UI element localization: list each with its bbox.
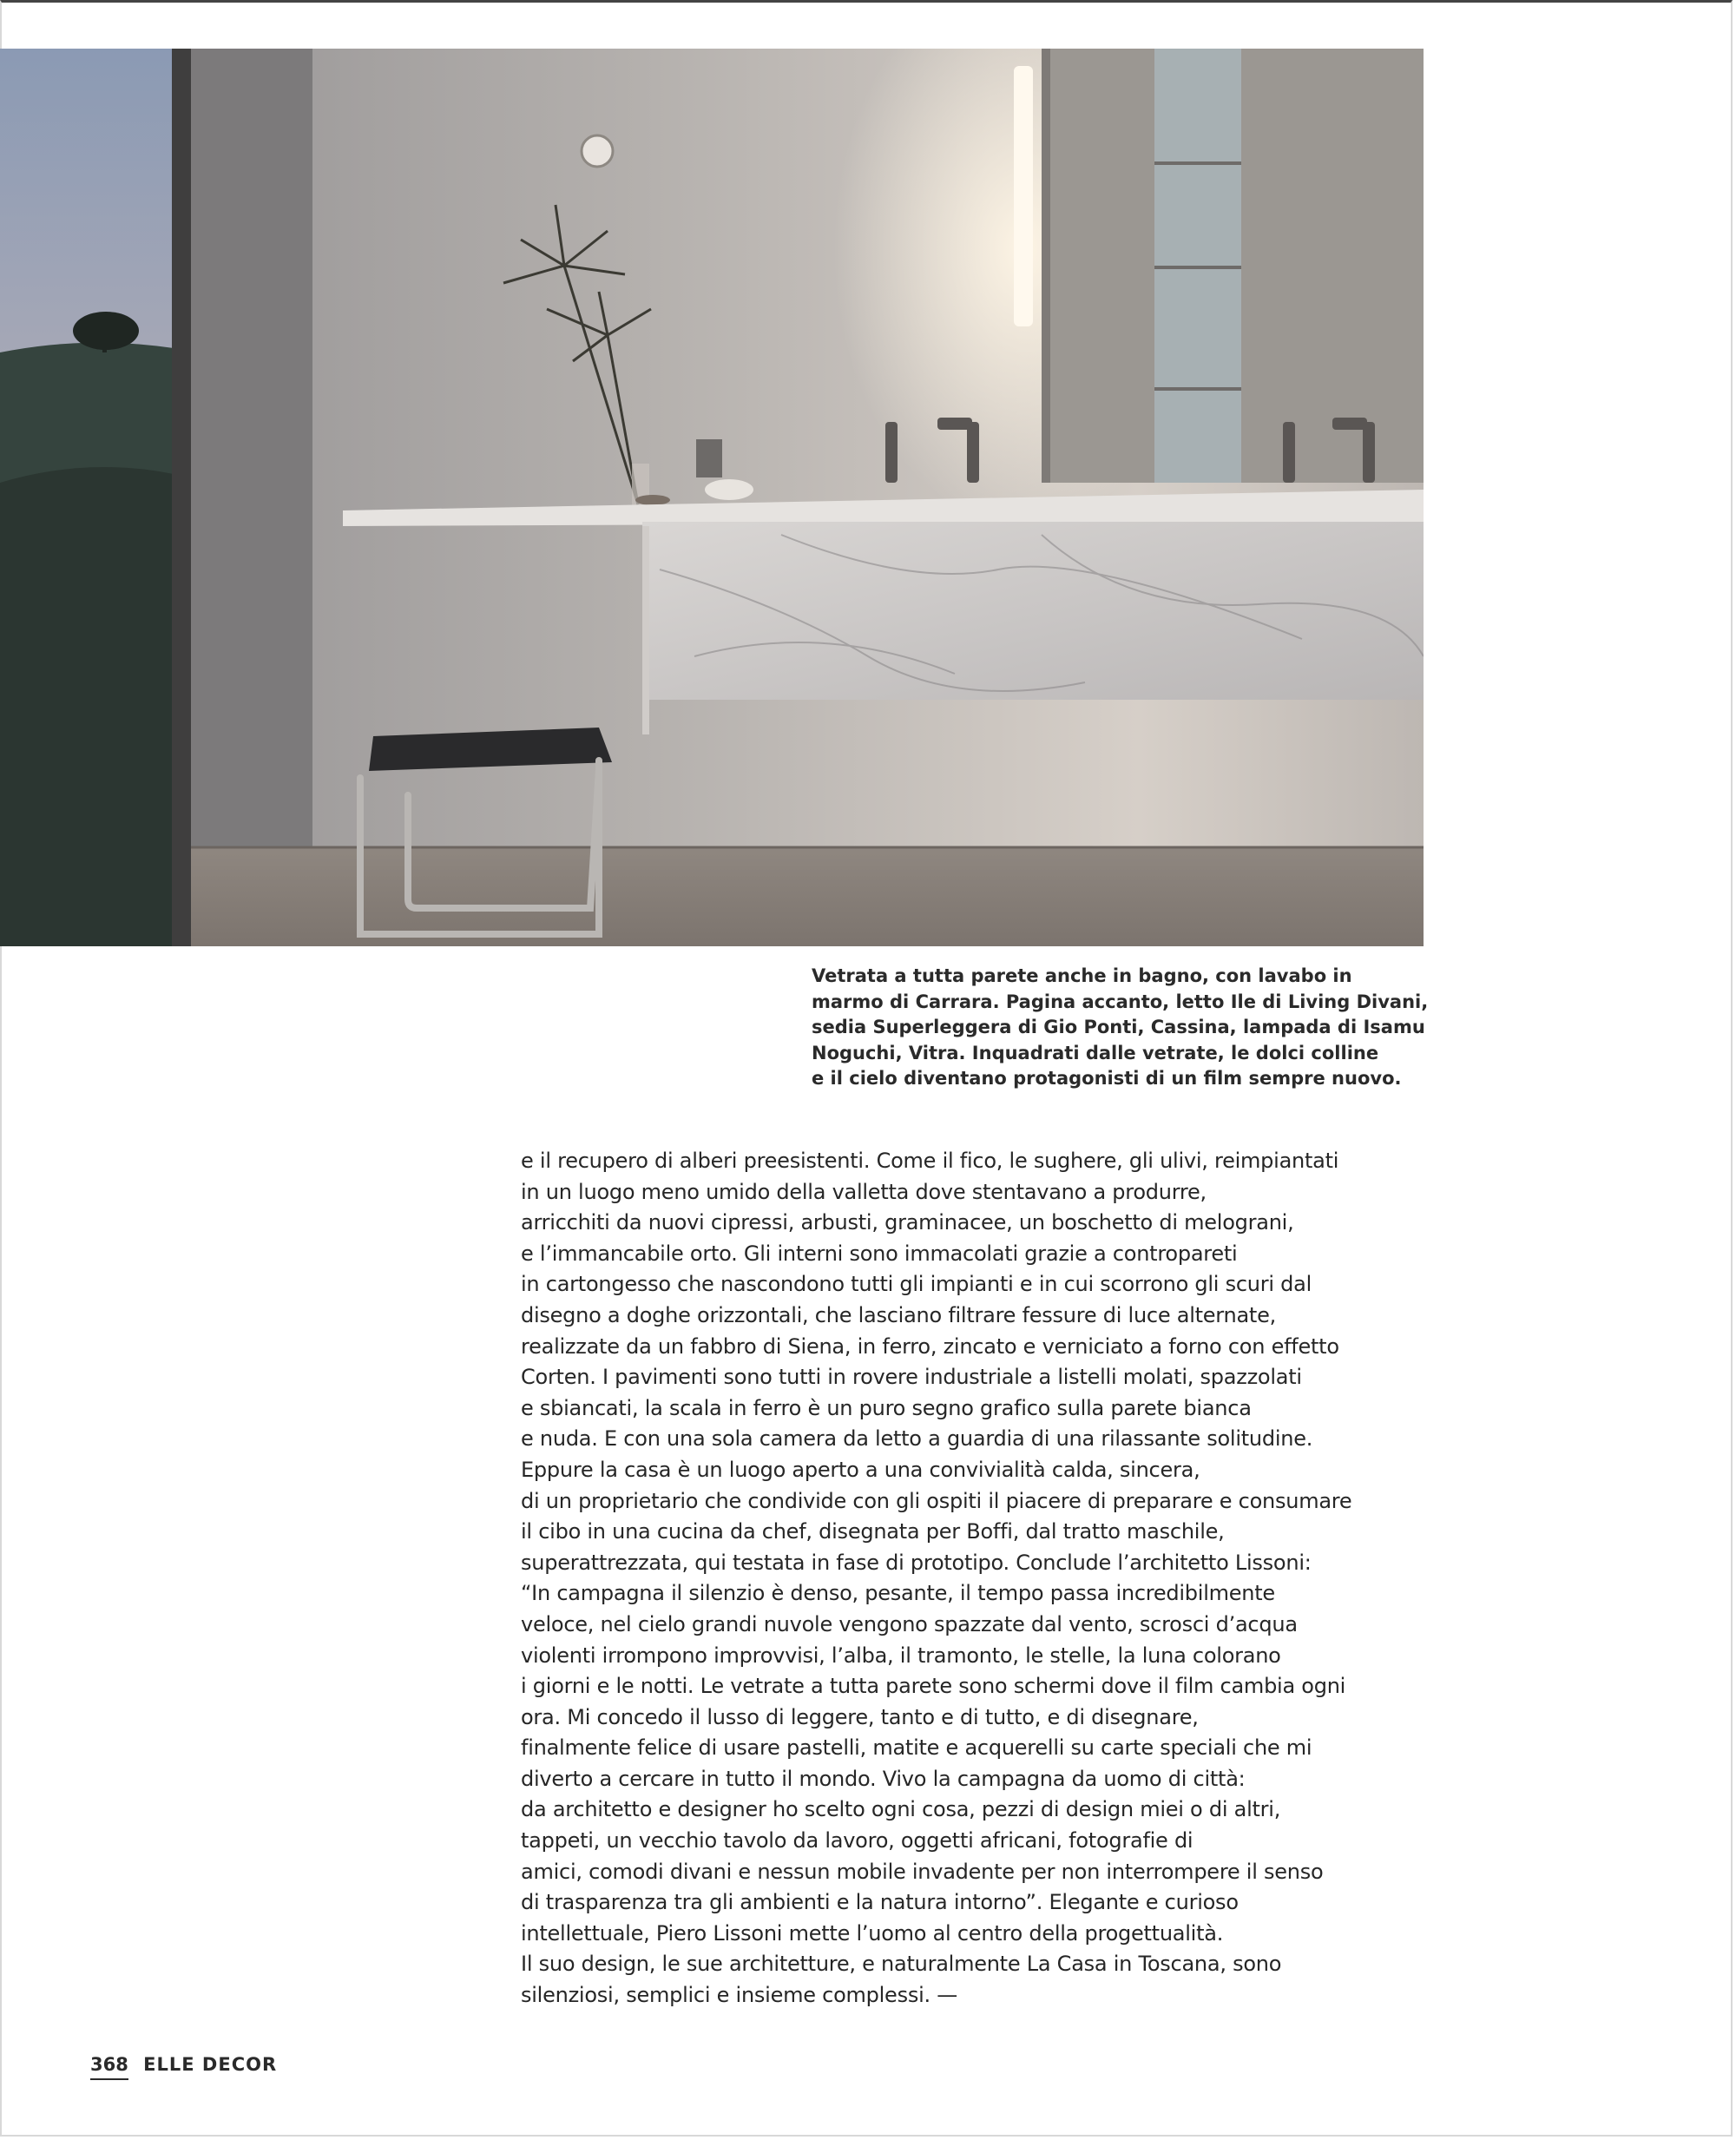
article-line: intellettuale, Piero Lissoni mette l’uomo al centro della progettualità. xyxy=(521,1920,1224,1946)
article-line: in un luogo meno umido della valletta dove stentavano a produrre, xyxy=(521,1179,1207,1204)
article-line: realizzate da un fabbro di Siena, in ferro, zincato e verniciato a forno con effetto xyxy=(521,1333,1339,1359)
article-line: di trasparenza tra gli ambienti e la natura intorno”. Elegante e curioso xyxy=(521,1890,1239,1915)
caption-line: marmo di Carrara. Pagina accanto, letto Ile di Living Divani, xyxy=(812,991,1429,1012)
article-line: di un proprietario che condivide con gli ospiti il piacere di preparare e consumare xyxy=(521,1488,1352,1513)
article-line: amici, comodi divani e nessun mobile invadente per non interrompere il senso xyxy=(521,1859,1324,1884)
article-line: arricchiti da nuovi cipressi, arbusti, graminacee, un boschetto di melograni, xyxy=(521,1210,1294,1235)
article-line: Eppure la casa è un luogo aperto a una convivialità calda, sincera, xyxy=(521,1457,1200,1482)
article-body xyxy=(521,1146,1424,2012)
article-line: tappeti, un vecchio tavolo da lavoro, oggetti africani, fotografie di xyxy=(521,1828,1194,1854)
article-line: in cartongesso che nascondono tutti gli impianti e in cui scorrono gli scuri dal xyxy=(521,1272,1312,1297)
article-line: il cibo in una cucina da chef, disegnata per Boffi, dal tratto maschile, xyxy=(521,1519,1225,1544)
article-line: e il recupero di alberi preesistenti. Come il fico, le sughere, gli ulivi, reimpiantati xyxy=(521,1149,1339,1173)
article-line: i giorni e le notti. Le vetrate a tutta parete sono schermi dove il film cambia ogni xyxy=(521,1674,1346,1699)
article-line: violenti irrompono improvvisi, l’alba, il tramonto, le stelle, la luna colorano xyxy=(521,1643,1281,1668)
caption-line: e il cielo diventano protagonisti di un film sempre nuovo. xyxy=(812,1068,1402,1089)
article-line: e sbiancati, la scala in ferro è un puro segno grafico sulla parete bianca xyxy=(521,1395,1252,1420)
caption-line: Noguchi, Vitra. Inquadrati dalle vetrate, le dolci colline xyxy=(812,1042,1379,1063)
magazine-name: ELLE DECOR xyxy=(143,2054,278,2075)
photo-caption xyxy=(812,964,1429,1092)
article-line: silenziosi, semplici e insieme complessi. — xyxy=(521,1983,957,2008)
article-line: finalmente felice di usare pastelli, matite e acquerelli su carte speciali che mi xyxy=(521,1735,1312,1761)
caption-line: sedia Superleggera di Gio Ponti, Cassina, lampada di Isamu xyxy=(812,1017,1425,1037)
article-line: diverto a cercare in tutto il mondo. Vivo la campagna da uomo di città: xyxy=(521,1766,1246,1791)
page-footer xyxy=(90,2054,277,2080)
article-line: veloce, nel cielo grandi nuvole vengono spazzate dal vento, scrosci d’acqua xyxy=(521,1611,1298,1636)
article-line: e nuda. E con una sola camera da letto a guardia di una rilassante solitudine. xyxy=(521,1426,1313,1452)
article-line: da architetto e designer ho scelto ogni cosa, pezzi di design miei o di altri, xyxy=(521,1797,1281,1822)
article-line: “In campagna il silenzio è denso, pesante, il tempo passa incredibilmente xyxy=(521,1581,1275,1606)
bathroom-photo xyxy=(0,49,1424,946)
caption-line: Vetrata a tutta parete anche in bagno, con lavabo in xyxy=(812,965,1352,986)
article-line: e l’immancabile orto. Gli interni sono immacolati grazie a contropareti xyxy=(521,1241,1238,1266)
article-line: superattrezzata, qui testata in fase di prototipo. Conclude l’architetto Lissoni: xyxy=(521,1550,1312,1575)
article-line: Il suo design, le sue architetture, e naturalmente La Casa in Toscana, sono xyxy=(521,1952,1282,1977)
article-line: disegno a doghe orizzontali, che lasciano filtrare fessure di luce alternate, xyxy=(521,1302,1276,1327)
article-line: Corten. I pavimenti sono tutti in rovere industriale a listelli molati, spazzolati xyxy=(521,1365,1302,1390)
article-line: ora. Mi concedo il lusso di leggere, tanto e di tutto, e di disegnare, xyxy=(521,1704,1199,1729)
page-number: 368 xyxy=(90,2054,128,2080)
